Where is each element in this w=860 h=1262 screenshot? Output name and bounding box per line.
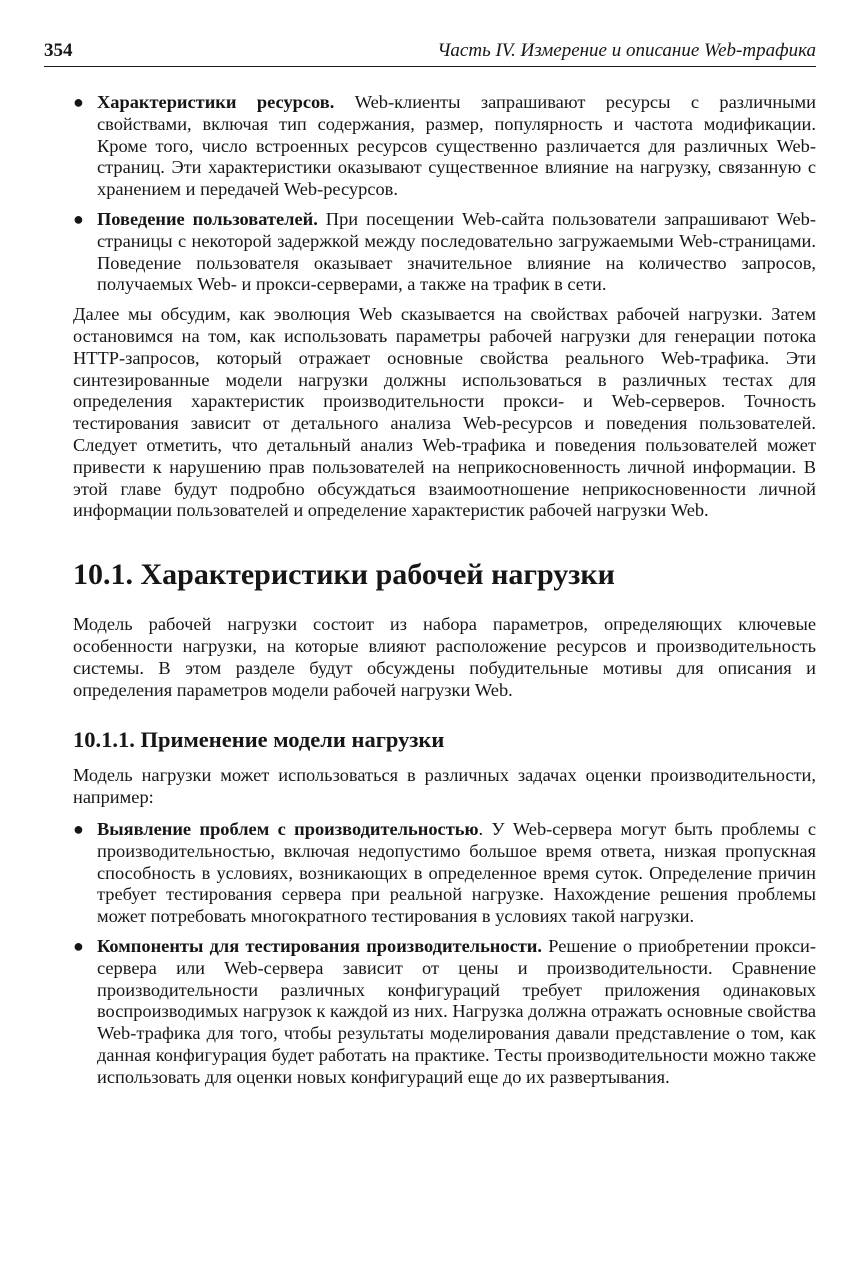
bullet-list-top — [73, 92, 816, 296]
bullet-term: Характеристики ресурсов. — [97, 92, 335, 112]
bullet-dot-icon: ● — [73, 818, 84, 839]
page-number: 354 — [44, 40, 73, 61]
list-item — [73, 936, 816, 1089]
bullet-term: Компоненты для тестирования производительности. — [97, 935, 542, 956]
bullet-dot-icon: ● — [73, 935, 84, 956]
bullet-text: Web-клиенты запрашивают ресурсы с различными свойствами, включая тип содержания, размер, популярность и частота модификации. Кроме того, число встроенных ресурсов существенно различается для различных Web-страниц. Эти характеристики оказывают существенное влияние на нагрузку, связанную с хранением и передачей Web-ресурсов. — [97, 92, 816, 200]
bullet-dot-icon: ● — [73, 92, 84, 112]
list-item — [73, 209, 816, 296]
section-title: 10.1. Характеристики рабочей нагрузки — [73, 558, 615, 592]
list-item — [73, 819, 816, 928]
bullet-dot-icon: ● — [73, 208, 84, 229]
bullet-text: Решение о приобретении прокси-сервера или Web-сервера зависит от цены и производительности. Сравнение производительности различных конфигураций требует приложения одинаковых воспроизводимых нагрузок к каждой из них. Нагрузка должна отражать основные свойства Web-трафика для того, чтобы результаты моделирования давали представление о том, как данная конфигурация будет работать на практике. Тесты производительности можно также использовать для оценки новых конфигураций еще до их развертывания. — [97, 935, 816, 1087]
bullet-term: Выявление проблем с производительностью — [97, 818, 479, 839]
running-title: Часть IV. Измерение и описание Web-трафика — [437, 40, 816, 61]
section-paragraph: Модель рабочей нагрузки состоит из набора параметров, определяющих ключевые особенности нагрузки, на которые влияют расположение ресурсов и производительность системы. В этом разделе будут обсуждены побудительные мотивы для описания и определения параметров модели рабочей нагрузки Web. — [73, 614, 816, 700]
running-header — [44, 38, 816, 67]
bullet-text: . У Web-сервера могут быть проблемы с производительностью, включая недопустимо большое время ответа, низкая пропускная способность в условиях, возникающих в определенное время суток. Определение причин требует тестирования сервера при реальной нагрузке. Нахождение решения проблемы может потребовать многократного тестирования в условиях такой нагрузки. — [97, 818, 816, 927]
intro-paragraph: Далее мы обсудим, как эволюция Web сказывается на свойствах рабочей нагрузки. Затем остановимся на том, как использовать параметры рабочей нагрузки для генерации потока HTTP-запросов, который отражает основные свойства реального Web-трафика. Эти синтезированные модели нагрузки должны использоваться в различных тестах для определения характеристик производительности прокси- и Web-серверов. Точность тестирования зависит от детального анализа Web-ресурсов и поведения пользователей. Следует отметить, что детальный анализ Web-трафика и поведения пользователей может привести к нарушению прав пользователей на неприкосновенность личной информации. В этой главе будут подробно обсуждаться взаимоотношение неприкосновенности личной информации пользователей и определение характеристик рабочей нагрузки Web. — [73, 304, 816, 521]
bullet-list-bottom — [73, 819, 816, 1089]
subsection-paragraph: Модель нагрузки может использоваться в различных задачах оценки производительности, например: — [73, 765, 816, 808]
bullet-term: Поведение пользователей. — [97, 208, 318, 229]
subsection-title: 10.1.1. Применение модели нагрузки — [73, 727, 445, 753]
bullet-text: При посещении Web-сайта пользователи запрашивают Web-страницы с некоторой задержкой между последовательно загружаемыми Web-страницами. Поведение пользователя оказывает значительное влияние на количество запросов, получаемых Web- и прокси-серверами, а также на трафик в сети. — [97, 208, 816, 295]
page-content — [73, 92, 816, 1096]
list-item — [73, 92, 816, 201]
